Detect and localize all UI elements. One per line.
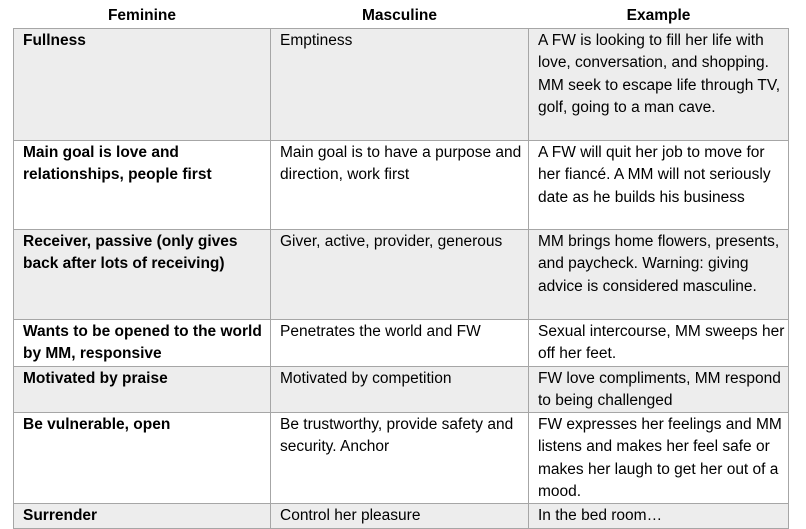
table-row	[14, 366, 789, 413]
table-row	[14, 320, 789, 367]
masculine-cell: Be trustworthy, provide safety and security. Anchor	[271, 413, 529, 504]
example-cell: FW expresses her feelings and MM listens and makes her feel safe or makes her laugh to get her out of a mood.	[529, 413, 789, 504]
header-example: Example	[626, 7, 691, 25]
feminine-cell: Fullness	[14, 29, 271, 141]
table-row	[14, 141, 789, 230]
masculine-cell: Emptiness	[271, 29, 529, 141]
masculine-cell: Penetrates the world and FW	[271, 320, 529, 367]
masculine-cell: Main goal is to have a purpose and direction, work first	[271, 141, 529, 230]
header-feminine: Feminine	[107, 7, 177, 25]
example-cell: MM brings home flowers, presents, and paycheck. Warning: giving advice is considered masculine.	[529, 230, 789, 320]
table-row	[14, 29, 789, 141]
masculine-cell: Giver, active, provider, generous	[271, 230, 529, 320]
feminine-cell: Be vulnerable, open	[14, 413, 271, 504]
example-cell: FW love compliments, MM respond to being challenged	[529, 366, 789, 413]
comparison-table	[13, 5, 789, 529]
table-row	[14, 504, 789, 528]
table-row	[14, 413, 789, 504]
masculine-cell: Motivated by competition	[271, 366, 529, 413]
masculine-cell: Control her pleasure	[271, 504, 529, 528]
header-masculine: Masculine	[362, 7, 437, 25]
feminine-cell: Main goal is love and relationships, people first	[14, 141, 271, 230]
example-cell: In the bed room…	[529, 504, 789, 528]
header-row	[14, 5, 789, 29]
table-row	[14, 230, 789, 320]
example-cell: A FW will quit her job to move for her fiancé. A MM will not seriously date as he builds his business	[529, 141, 789, 230]
feminine-cell: Wants to be opened to the world by MM, responsive	[14, 320, 271, 367]
example-cell: A FW is looking to fill her life with love, conversation, and shopping. MM seek to escape life through TV, golf, going to a man cave.	[529, 29, 789, 141]
feminine-cell: Motivated by praise	[14, 366, 271, 413]
feminine-cell: Receiver, passive (only gives back after lots of receiving)	[14, 230, 271, 320]
example-cell: Sexual intercourse, MM sweeps her off her feet.	[529, 320, 789, 367]
feminine-cell: Surrender	[14, 504, 271, 528]
